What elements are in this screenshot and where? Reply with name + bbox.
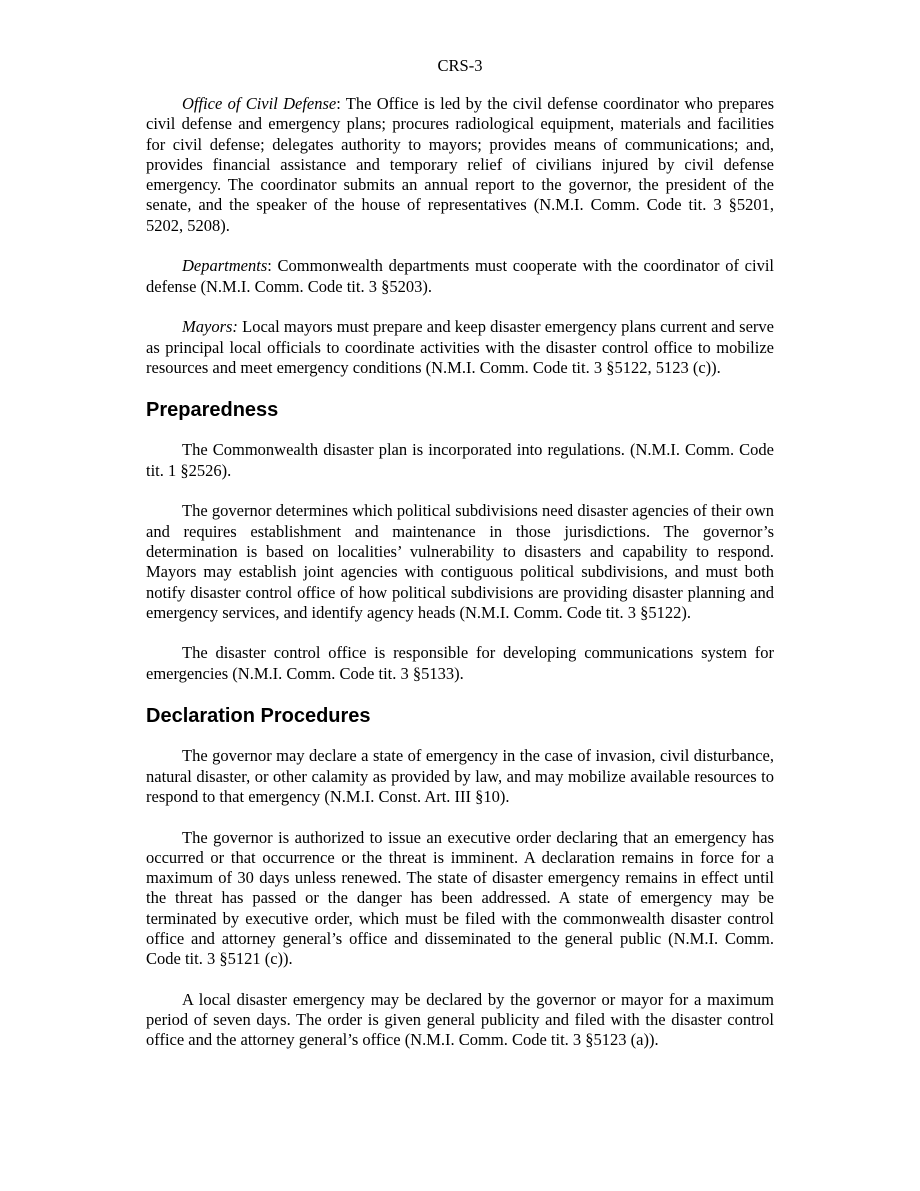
preparedness-paragraph-1: The Commonwealth disaster plan is incorporated into regulations. (N.M.I. Comm. Code tit. 1 §2526). xyxy=(146,440,774,480)
departments-term: Departments xyxy=(182,256,268,276)
declaration-paragraph-1: The governor may declare a state of emergency in the case of invasion, civil disturbance, natural disaster, or other calamity as provided by law, and may mobilize available resources to respond to that emergency (N.M.I. Const. Art. III §10). xyxy=(146,746,774,806)
departments-text: : Commonwealth departments must cooperate with the coordinator of civil defense (N.M.I. Comm. Code tit. 3 §5203). xyxy=(146,256,774,296)
mayors-text: Local mayors must prepare and keep disaster emergency plans current and serve as principal local officials to coordinate activities with the disaster control office to mobilize resources and meet emergency conditions (N.M.I. Comm. Code tit. 3 §5122, 5123 (c)). xyxy=(146,317,774,377)
mayors-paragraph xyxy=(146,317,774,378)
declaration-paragraph-2: The governor is authorized to issue an executive order declaring that an emergency has occurred or that occurrence or the threat is imminent. A declaration remains in force for a maximum of 30 days unless renewed. The state of disaster emergency remains in effect until the threat has passed or the danger has been addressed. A state of emergency may be terminated by executive order, which must be filed with the commonwealth disaster control office and attorney general’s office and disseminated to the general public (N.M.I. Comm. Code tit. 3 §5121 (c)). xyxy=(146,827,774,969)
declaration-procedures-heading: Declaration Procedures xyxy=(146,705,371,728)
preparedness-heading: Preparedness xyxy=(146,399,279,422)
document-body xyxy=(146,94,774,1071)
mayors-term: Mayors: xyxy=(182,317,238,337)
office-civil-defense-text: : The Office is led by the civil defense coordinator who prepares civil defense and emergency plans; procures radiological equipment, materials and facilities for civil defense; delegates authority to mayors; provides means of communications; and, provides financial assistance and temporary relief of civilians injured by civil defense emergency. The coordinator submits an annual report to the governor, the president of the senate, and the speaker of the house of representatives (N.M.I. Comm. Code tit. 3 §5201, 5202, 5208). xyxy=(146,94,775,235)
preparedness-paragraph-3: The disaster control office is responsible for developing communications system for emergencies (N.M.I. Comm. Code tit. 3 §5133). xyxy=(146,643,774,683)
page-number-header: CRS-3 xyxy=(437,56,483,75)
office-civil-defense-term: Office of Civil Defense xyxy=(182,94,337,113)
declaration-paragraph-3: A local disaster emergency may be declared by the governor or mayor for a maximum period of seven days. The order is given general publicity and filed with the disaster control office and the attorney general’s office (N.M.I. Comm. Code tit. 3 §5123 (a)). xyxy=(146,989,774,1050)
office-civil-defense-paragraph xyxy=(146,94,774,236)
departments-paragraph xyxy=(146,256,774,297)
preparedness-paragraph-2: The governor determines which political subdivisions need disaster agencies of their own and requires establishment and maintenance in those jurisdictions. The governor’s determination is based on localities’ vulnerability to disasters and capability to respond. Mayors may establish joint agencies with contiguous political subdivisions, and must both notify disaster control office of how political subdivisions are providing disaster planning and emergency services, and identify agency heads (N.M.I. Comm. Code tit. 3 §5122). xyxy=(146,501,774,622)
